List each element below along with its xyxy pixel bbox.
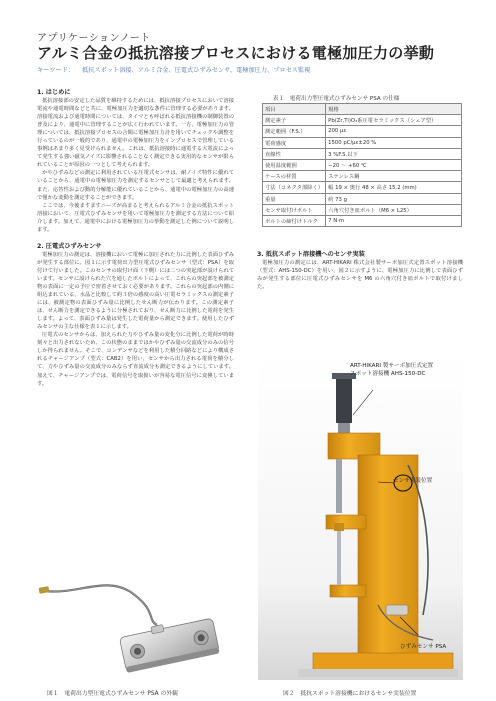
table-cell: 使用温度範囲: [263, 159, 326, 170]
table-caption: 表１ 電荷出力型圧電式ひずみセンサ PSA の仕様: [273, 96, 400, 102]
section3-heading: 3. 抵抗スポット溶接機へのセンサ実装: [257, 251, 365, 258]
table-row: [263, 204, 462, 215]
table-cell: 200 με: [326, 126, 462, 137]
table-cell: −20 ～ +60 ℃: [326, 159, 462, 170]
section1-paragraph-3: ここでは、今後ますますニーズが高まると考えられるアルミ合金の抵抗スポット溶接において、圧電式ひずみセンサを用いて電極加圧力を測定する方法について紹介します。加えて、通電中における電極加圧力の挙動を測定した例について説明します。: [37, 202, 234, 233]
left-column: [37, 88, 234, 388]
sensor-position-label: センサ実装位置: [393, 478, 433, 484]
table-cell: 幅 19 × 奥行 48 × 高さ 15.2 (mm): [326, 182, 462, 193]
machine-label-line2: スポット溶接機 AHS-150-DC: [350, 371, 426, 377]
section3-paragraph-1: 電極加圧力の測定には、ART-HIKARI 株式会社製サーボ加圧式定置スポット溶接機（型式：AHS-150-DC）を用い、図２に示すように、電極加圧力に比例して表面ひずみが発生する部位に圧電式ひずみセンサを M6 の六角穴付き皿ボルトで取付けました。: [257, 260, 463, 291]
table-row: [263, 182, 462, 193]
table-cell: 約 73 g: [326, 193, 462, 204]
table-header-row: [263, 104, 462, 115]
table-cell: ボルトの締付けトルク: [263, 215, 326, 226]
table-row: [263, 148, 462, 159]
section1-paragraph-2: かやひずみなどの測定に利用されている圧電式センサは、耐ノイズ特性に優れていることから、通電中の電極加圧力を測定するセンサとして最適と考えられます。また、応答性および動的分解能に優れていることから、通電中の電極加圧力の高速で僅かな変動を測定することができます。: [37, 170, 234, 201]
table-cell: センサ取付けボルト: [263, 204, 326, 215]
keywords-text: 抵抗スポット溶接、アルミ合金、圧電式ひずみセンサ、電極加圧力、プロセス監視: [82, 67, 311, 74]
welding-machine-photo: [258, 355, 463, 680]
table-cell: 3 %F.S.以下: [326, 148, 462, 159]
sensor-name-label: ひずみセンサ PSA: [400, 644, 447, 650]
table-cell: 電荷感度: [263, 137, 326, 148]
series-label: アプリケーションノート: [37, 33, 151, 44]
table-cell: ケースの材質: [263, 171, 326, 182]
table-row: [263, 159, 462, 170]
keywords-line: [37, 65, 310, 74]
table-cell: 測定範囲（F.S.）: [263, 126, 326, 137]
table-cell: 直線性: [263, 148, 326, 159]
table-cell: 測定素子: [263, 115, 326, 126]
table-row: [263, 115, 462, 126]
section2-paragraph-1: 電極加圧力の測定は、溶接機において電極に加圧された力に比例した表面ひずみが発生する部位に、図１に示す電荷出力型圧電式ひずみセンサ（型式：PSA）を取付けて行いました。このセンサの取付け面（下側）には二つの突起部が設けられています。センサに設けられた穴を通したボルトによって、これらの突起部を被測定物の表面に一定の予圧で密着させておく必要があります。これらの突起部の内側に組込まれている、水晶と比較して約３倍の感度の高い圧電セラミックスの測定素子には、被測定物の表面ひずみ量に比例したせん断力が伝わります。この測定素子は、せん断力を測定できるように分極されており、せん断力に比例した電荷を発生します。よって、表面ひずみ量は発生した電荷量から測定できます。使用したひずみセンサの主な仕様を表１に示します。: [37, 251, 234, 331]
table-cell: 重量: [263, 193, 326, 204]
table-header-cell: 規格: [326, 104, 462, 115]
page-title: アルミ合金の抵抗溶接プロセスにおける電極加圧力の挙動: [37, 44, 435, 62]
table-cell: ステンレス鋼: [326, 171, 462, 182]
figure2-caption: 図２ 抵抗スポット溶接機におけるセンサ実装位置: [283, 691, 417, 697]
table-row: [263, 171, 462, 182]
table-cell: 六角穴付き皿ボルト（M6 × L25）: [326, 204, 462, 215]
table-cell: Pb(Zr,Ti)O₃系圧電セラミックス（シェア型）: [326, 115, 462, 126]
table-cell: 7 N·m: [326, 215, 462, 226]
table-row: [263, 126, 462, 137]
sensor-photo: [37, 565, 227, 680]
section1-heading: 1. はじめに: [37, 89, 71, 96]
table-cell: 1500 pC/με±20 %: [326, 137, 462, 148]
keywords-label: キーワード：: [37, 67, 75, 74]
table-row: [263, 193, 462, 204]
table-header-cell: 項目: [263, 104, 326, 115]
figure1-caption: 図１ 電荷出力型圧電式ひずみセンサ PSA の外観: [47, 691, 178, 697]
table-row: [263, 137, 462, 148]
spec-table: [262, 103, 462, 227]
table-cell: 寸法（コネクタ部除く）: [263, 182, 326, 193]
table-row: [263, 215, 462, 226]
section2-paragraph-2: 圧電式のセンサからは、加えられた力やひずみ量の変化分に比例した電荷が時時刻々と出力されないため、この状態のままではかやひずみ量の交流成分のみの信号しか得られません。そこで、コンデンサなどを利用した積分回路などにより構成されるチャージアンプ（型式：CAB2）を用い、センサから出力される電荷を積分して、力やひずみ量の交流成分のみならず直流成分も測定できるようにしています。加えて、チャージアンプでは、電荷信号を取扱いが容易な電圧信号に変換しています。: [37, 332, 234, 387]
right-column: [257, 250, 463, 291]
section2-heading: 2. 圧電式ひずみセンサ: [37, 242, 102, 250]
machine-label-line1: ART-HIKARI 製サーボ加圧式定置: [350, 363, 434, 369]
section1-paragraph-1: 抵抗溶接部の安定した品質を維持するためには、抵抗溶接プロセスにおいて溶接電流や通電時間などと共に、電極加圧力を適切な条件に管理する必要があります。溶接電流および通電時間については、タイマとも呼ばれる抵抗溶接機の制御装置の普及により、通電中に管理することが広く行われています。一方、電極加圧力の管理については、抵抗溶接プロセスの合間に電極加圧力計を用いてチェックや調整を行っているのが一般的であり、通電中の電極加圧力をインプロセスで管理している事例はあまり多く見受けられません。これは、抵抗溶接時に通電する大電流によって発生する強い磁気ノイズに影響されることなく測定できる実用的なセンサが限られていることが原因の一つとして考えられます。: [37, 98, 234, 169]
